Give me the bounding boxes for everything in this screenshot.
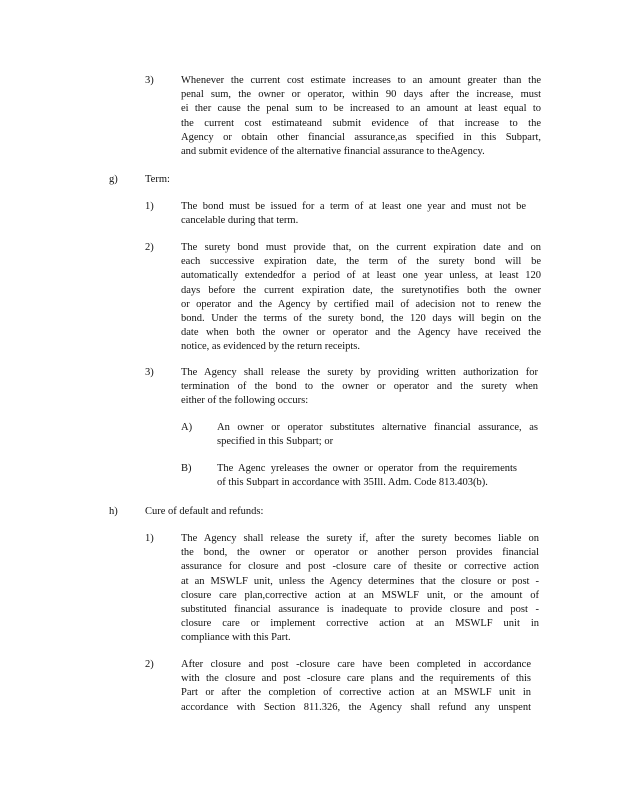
text-line: date when both the owner or operator and the Agency have received the	[181, 327, 541, 339]
item-number: 1)	[145, 201, 154, 212]
text-line: days before the current expiration date, the suretynotifies both the owner	[181, 284, 541, 296]
text-line: the bond, the owner or operator or another person provides financial	[181, 547, 539, 559]
text-line: cancelable during that term.	[181, 215, 299, 227]
section-heading: Term:	[145, 174, 170, 185]
paragraph-h1	[181, 532, 539, 646]
paragraph-g3b	[217, 462, 517, 490]
paragraph-h2	[181, 658, 531, 715]
text-line: ei ther cause the penal sum to be increased to an amount at least equal to	[181, 103, 541, 115]
text-line: accordance with Section 811.326, the Agency shall refund any unspent	[181, 701, 531, 713]
text-line: closure care or implement corrective action at an MSWLF unit in	[181, 618, 539, 630]
text-line: closure care plan,corrective action at an MSWLF unit, or the amount of	[181, 589, 539, 601]
text-line: penal sum, the owner or operator, within 90 days after the increase, must	[181, 89, 541, 101]
text-line: substituted financial assurance is inadequate to provide closure and post -	[181, 604, 539, 616]
text-line: the current cost estimateand submit evidence of that increase to the	[181, 117, 541, 129]
text-line: Part or after the completion of corrective action at an MSWLF unit in	[181, 687, 531, 699]
paragraph-g3	[181, 366, 538, 409]
text-line: The Agency shall release the surety by providing written authorization for	[181, 367, 538, 378]
text-line: The bond must be issued for a term of at least one year and must not be	[181, 201, 526, 212]
text-line: notice, as evidenced by the return receipts.	[181, 341, 361, 353]
text-line: or operator and the Agency by certified mail of adecision not to renew the	[181, 298, 541, 310]
text-line: Agency or obtain other financial assurance,as specified in this Subpart,	[181, 131, 541, 143]
text-line: An owner or operator substitutes alternative financial assurance, as	[217, 422, 538, 433]
text-line: The Agency shall release the surety if, after the surety becomes liable on	[181, 533, 539, 544]
text-line: termination of the bond to the owner or operator and the surety when	[181, 381, 538, 393]
item-number: 2)	[145, 659, 154, 670]
paragraph-g1	[181, 200, 526, 228]
text-line: The surety bond must provide that, on the current expiration date and on	[181, 242, 541, 253]
text-line: The Agenc yreleases the owner or operator from the requirements	[217, 463, 517, 474]
text-line: compliance with this Part.	[181, 632, 291, 644]
section-heading: Cure of default and refunds:	[145, 506, 264, 517]
text-line: assurance for closure and post -closure care of thesite or corrective action	[181, 561, 539, 573]
paragraph-g2	[181, 241, 541, 355]
text-line: specified in this Subpart; or	[217, 436, 334, 448]
section-number: g)	[109, 174, 118, 185]
text-line: each successive expiration date, the term of the surety bond will be	[181, 256, 541, 268]
text-line: at an MSWLF unit, unless the Agency determines that the closure or post -	[181, 575, 539, 587]
text-line: with the closure and post -closure care plans and the requirements of this	[181, 673, 531, 685]
text-line: After closure and post -closure care have been completed in accordance	[181, 659, 531, 670]
item-number: 3)	[145, 367, 154, 378]
subitem-number: A)	[181, 422, 193, 433]
section-number: h)	[109, 506, 118, 517]
text-line: and submit evidence of the alternative financial assurance to theAgency.	[181, 146, 485, 158]
text-line: bond. Under the terms of the surety bond, the 120 days will begin on the	[181, 313, 541, 325]
item-number: 2)	[145, 242, 154, 253]
text-line: of this Subpart in accordance with 35Ill. Adm. Code 813.403(b).	[217, 477, 488, 489]
item-number: 3)	[145, 75, 154, 86]
text-line: either of the following occurs:	[181, 395, 309, 407]
paragraph-g3a	[217, 421, 538, 449]
text-line: Whenever the current cost estimate increases to an amount greater than the	[181, 75, 541, 86]
text-line: automatically extendedfor a period of at least one year unless, at least 120	[181, 270, 541, 282]
paragraph-f3	[181, 74, 541, 159]
subitem-number: B)	[181, 463, 192, 474]
item-number: 1)	[145, 533, 154, 544]
